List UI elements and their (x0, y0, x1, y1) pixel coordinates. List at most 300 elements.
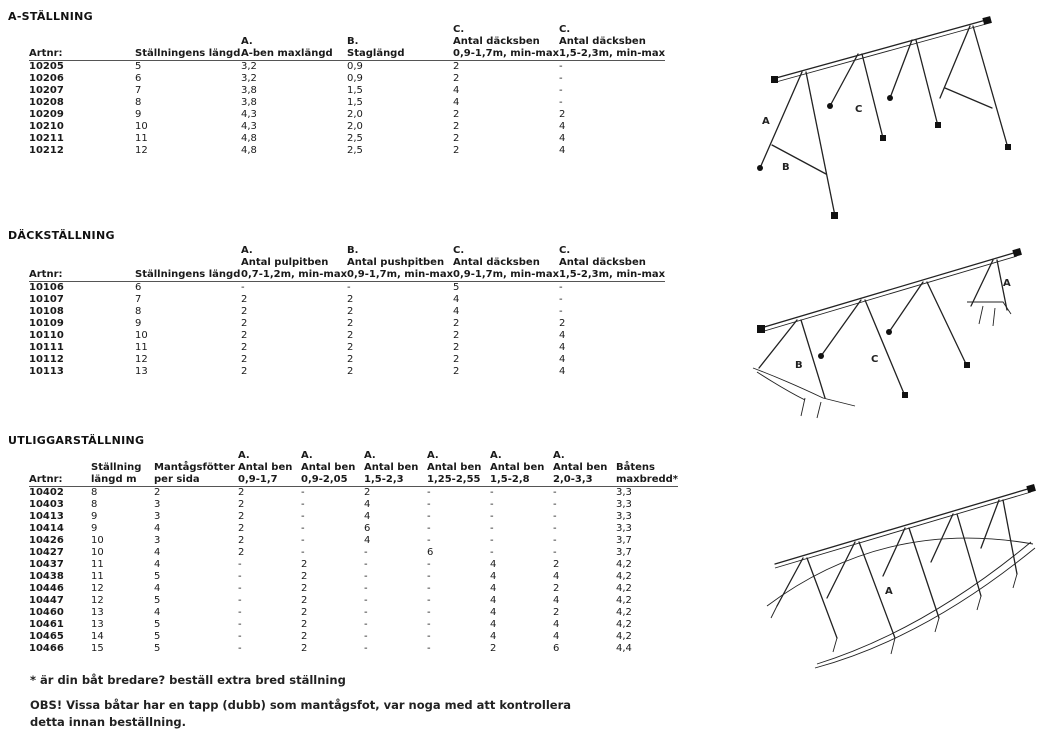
table-row (29, 330, 665, 342)
article-number-cell: 10206 (29, 73, 64, 84)
table-cell: 11 (91, 571, 104, 582)
table-cell: 2,5 (347, 133, 363, 144)
article-number-cell: 10413 (29, 511, 64, 522)
column-header (490, 450, 553, 487)
table-cell: 12 (135, 354, 148, 365)
table-cell: - (241, 282, 245, 293)
table-cell: - (364, 607, 368, 618)
table-cell: - (427, 511, 431, 522)
table-row (29, 121, 665, 133)
table-cell: 2 (301, 631, 308, 642)
table-cell: - (301, 511, 305, 522)
table-cell: - (427, 583, 431, 594)
table-cell: - (427, 571, 431, 582)
table-cell: 2 (453, 342, 460, 353)
column-header (135, 24, 241, 61)
column-header-line: A. (241, 245, 253, 256)
table-cell: 2 (364, 487, 371, 498)
table-cell: - (553, 511, 557, 522)
table-row (29, 282, 665, 295)
table-cell: - (238, 583, 242, 594)
article-number-cell: 10437 (29, 559, 64, 570)
column-header (427, 450, 490, 487)
table-cell: - (364, 643, 368, 654)
article-number-cell: 10113 (29, 366, 64, 377)
table-cell: 2 (301, 571, 308, 582)
table-cell: - (427, 643, 431, 654)
table-cell: 0,9 (347, 61, 363, 72)
table-cell: 2 (559, 109, 566, 120)
table-cell: - (238, 631, 242, 642)
column-header (364, 450, 427, 487)
article-number-cell: 10112 (29, 354, 64, 365)
table-cell: 3,3 (616, 511, 632, 522)
table-cell: 2 (453, 109, 460, 120)
table-row (29, 318, 665, 330)
column-header-line: B. (347, 36, 359, 47)
article-number-cell: 10211 (29, 133, 64, 144)
table-cell: 2 (490, 643, 497, 654)
table-cell: 0,9 (347, 73, 363, 84)
table-row (29, 294, 665, 306)
table-row (29, 97, 665, 109)
table-row (29, 559, 678, 571)
table-cell: - (490, 487, 494, 498)
table-cell: 2 (241, 366, 248, 377)
label-c-1: C (855, 104, 863, 115)
table-row (29, 354, 665, 366)
table-cell: 4,2 (616, 619, 632, 630)
column-header-line: Artnr: (29, 48, 63, 59)
article-number-cell: 10447 (29, 595, 64, 606)
column-header-line: 2,0-3,3 (553, 474, 593, 485)
table-cell: - (559, 61, 563, 72)
table-cell: - (559, 97, 563, 108)
column-header-line: Staglängd (347, 48, 405, 59)
dack-stallning-table (29, 245, 665, 378)
column-header (347, 245, 453, 282)
column-header-line: 0,9-1,7m, min-max (453, 48, 560, 59)
table-cell: 13 (91, 607, 104, 618)
label-a-2: A (1003, 278, 1011, 289)
table-row (29, 487, 678, 500)
table-cell: 4,3 (241, 109, 257, 120)
table-cell: - (427, 607, 431, 618)
table-cell: 2 (301, 583, 308, 594)
table-cell: 2 (347, 354, 354, 365)
table-cell: 2 (241, 306, 248, 317)
column-header-line: A. (301, 450, 313, 461)
article-number-cell: 10446 (29, 583, 64, 594)
obs-note (30, 697, 571, 731)
table-cell: 4,2 (616, 583, 632, 594)
table-row (29, 595, 678, 607)
table-cell: 4 (559, 342, 566, 353)
table-cell: - (553, 499, 557, 510)
table-cell: 4 (453, 294, 460, 305)
column-header (616, 450, 678, 487)
column-header-line: A. (241, 36, 253, 47)
column-header-line (29, 36, 135, 48)
table-cell: 2 (301, 595, 308, 606)
table-cell: 5 (453, 282, 460, 293)
table-cell: 9 (91, 523, 98, 534)
column-header-line: Ställningens längd (135, 269, 241, 280)
table-cell: 2 (453, 318, 460, 329)
column-header-line: Ställningens längd (135, 48, 241, 59)
table-cell: 4 (559, 354, 566, 365)
table-cell: - (301, 535, 305, 546)
column-header-line (29, 462, 91, 474)
table-cell: - (238, 595, 242, 606)
table-cell: 4,8 (241, 133, 257, 144)
article-number-cell: 10465 (29, 631, 64, 642)
column-header-line: Antal däcksben (559, 257, 646, 268)
table-cell: 3,3 (616, 487, 632, 498)
table-cell: - (490, 535, 494, 546)
article-number-cell: 10107 (29, 294, 64, 305)
table-cell: 3,3 (616, 499, 632, 510)
column-header (154, 450, 238, 487)
table-cell: 2 (453, 354, 460, 365)
article-number-cell: 10402 (29, 487, 64, 498)
table-cell: - (364, 619, 368, 630)
table-cell: 4 (154, 607, 161, 618)
column-header-line (135, 257, 241, 269)
article-number-cell: 10110 (29, 330, 64, 341)
column-header (241, 24, 347, 61)
table-cell: - (301, 523, 305, 534)
column-header-line: 0,7-1,2m, min-max (241, 269, 348, 280)
table-cell: 2 (347, 366, 354, 377)
column-header (347, 24, 453, 61)
table-cell: 4 (154, 523, 161, 534)
table-row (29, 145, 665, 157)
table-cell: - (559, 85, 563, 96)
table-cell: - (490, 511, 494, 522)
table-cell: 4,2 (616, 571, 632, 582)
column-header-line: Antal ben (238, 462, 293, 473)
table-cell: 3,7 (616, 535, 632, 546)
column-header-line: Antal däcksben (559, 36, 646, 47)
column-header-line: Artnr: (29, 269, 63, 280)
table-cell: 8 (91, 487, 98, 498)
table-cell: 4 (559, 366, 566, 377)
section-title-a-stallning: A-STÄLLNING (8, 10, 94, 23)
table-cell: - (427, 631, 431, 642)
table-cell: - (347, 282, 351, 293)
table-cell: 4 (154, 583, 161, 594)
table-cell: 4 (553, 595, 560, 606)
column-header-line: 0,9-1,7 (238, 474, 278, 485)
table-cell: - (364, 595, 368, 606)
table-cell: 5 (154, 571, 161, 582)
table-cell: 4 (364, 511, 371, 522)
table-cell: 4 (553, 571, 560, 582)
table-cell: 4 (559, 133, 566, 144)
table-cell: - (427, 595, 431, 606)
table-cell: 5 (154, 643, 161, 654)
table-cell: 3,8 (241, 97, 257, 108)
column-header-line: C. (453, 24, 465, 35)
table-cell: 2 (241, 342, 248, 353)
table-cell: 3,2 (241, 73, 257, 84)
table-cell: 12 (91, 595, 104, 606)
table-cell: 4,4 (616, 643, 632, 654)
table-cell: - (364, 571, 368, 582)
column-header-line: Antal pushpitben (347, 257, 445, 268)
column-header (553, 450, 616, 487)
column-header (241, 245, 347, 282)
table-cell: - (553, 547, 557, 558)
table-row (29, 535, 678, 547)
table-cell: - (364, 547, 368, 558)
label-a-3: A (885, 586, 893, 597)
table-cell: 2 (453, 133, 460, 144)
table-cell: 3,7 (616, 547, 632, 558)
table-cell: 4 (364, 499, 371, 510)
table-cell: 1,5 (347, 97, 363, 108)
table-cell: 2 (553, 559, 560, 570)
label-a-1: A (762, 116, 770, 127)
column-header-line: Mantågsfötter (154, 462, 235, 473)
table-cell: - (301, 487, 305, 498)
table-cell: 2,0 (347, 121, 363, 132)
table-cell: 11 (135, 133, 148, 144)
table-cell: 2 (238, 523, 245, 534)
article-number-cell: 10109 (29, 318, 64, 329)
column-header (453, 24, 559, 61)
table-cell: 2 (238, 487, 245, 498)
column-header-line: A-ben maxlängd (241, 48, 333, 59)
table-cell: - (238, 607, 242, 618)
table-cell: 2 (347, 306, 354, 317)
table-cell: 2 (559, 318, 566, 329)
table-cell: - (427, 535, 431, 546)
dack-stallning-illustration (745, 240, 1030, 420)
table-cell: 2 (238, 547, 245, 558)
table-cell: 6 (135, 282, 142, 293)
column-header-line: 1,25-2,55 (427, 474, 481, 485)
table-cell: - (238, 619, 242, 630)
table-cell: 12 (135, 145, 148, 156)
column-header-line: C. (559, 24, 571, 35)
table-cell: 2 (553, 607, 560, 618)
column-header (559, 245, 665, 282)
table-row (29, 85, 665, 97)
table-cell: 3 (154, 499, 161, 510)
table-cell: 2 (241, 354, 248, 365)
label-b-2: B (795, 360, 803, 371)
table-cell: 5 (135, 61, 142, 72)
article-number-cell: 10212 (29, 145, 64, 156)
column-header-line: maxbredd* (616, 474, 679, 485)
table-row (29, 607, 678, 619)
table-cell: 4 (559, 145, 566, 156)
table-cell: 9 (135, 109, 142, 120)
column-header-line: Artnr: (29, 474, 63, 485)
column-header-line: A. (553, 450, 565, 461)
table-cell: 4 (490, 607, 497, 618)
article-number-cell: 10427 (29, 547, 64, 558)
table-cell: 10 (135, 330, 148, 341)
table-cell: 1,5 (347, 85, 363, 96)
table-cell: 4 (490, 595, 497, 606)
table-cell: - (238, 643, 242, 654)
column-header-line: A. (238, 450, 250, 461)
table-cell: 4 (490, 631, 497, 642)
table-row (29, 583, 678, 595)
table-cell: - (364, 631, 368, 642)
article-number-cell: 10438 (29, 571, 64, 582)
table-cell: 4,2 (616, 595, 632, 606)
column-header-line: A. (364, 450, 376, 461)
a-stallning-table (29, 24, 665, 157)
table-cell: 2 (238, 499, 245, 510)
table-cell: 11 (91, 559, 104, 570)
column-header (29, 245, 135, 282)
column-header-line: C. (559, 245, 571, 256)
table-row (29, 306, 665, 318)
column-header-line (29, 450, 91, 462)
column-header-line: Båtens (616, 462, 656, 473)
table-cell: 5 (154, 631, 161, 642)
column-header-line: 1,5-2,3 (364, 474, 404, 485)
article-number-cell: 10205 (29, 61, 64, 72)
article-number-cell: 10106 (29, 282, 64, 293)
table-cell: 3,3 (616, 523, 632, 534)
column-header (453, 245, 559, 282)
table-row (29, 631, 678, 643)
column-header (238, 450, 301, 487)
column-header-line: C. (453, 245, 465, 256)
table-row (29, 133, 665, 145)
column-header-line: Antal ben (490, 462, 545, 473)
column-header-line: A. (490, 450, 502, 461)
table-row (29, 342, 665, 354)
table-cell: 9 (91, 511, 98, 522)
table-cell: - (559, 73, 563, 84)
table-cell: 2 (301, 607, 308, 618)
table-cell: - (364, 583, 368, 594)
table-cell: 2 (154, 487, 161, 498)
article-number-cell: 10466 (29, 643, 64, 654)
table-cell: 6 (364, 523, 371, 534)
column-header (29, 24, 135, 61)
table-cell: - (427, 487, 431, 498)
table-cell: 6 (135, 73, 142, 84)
table-cell: - (490, 547, 494, 558)
table-cell: 2 (347, 318, 354, 329)
table-cell: 4 (453, 85, 460, 96)
column-header-line: 1,5-2,3m, min-max (559, 269, 666, 280)
table-cell: 2 (347, 294, 354, 305)
table-cell: 4 (553, 631, 560, 642)
column-header (301, 450, 364, 487)
obs-line-2: detta innan beställning. (30, 715, 186, 729)
table-cell: 2 (453, 73, 460, 84)
table-cell: 3,2 (241, 61, 257, 72)
column-header-line: Antal pulpitben (241, 257, 329, 268)
table-cell: 2,5 (347, 145, 363, 156)
table-cell: 3 (154, 511, 161, 522)
table-cell: 2 (453, 330, 460, 341)
table-cell: 4 (364, 535, 371, 546)
table-cell: 7 (135, 85, 142, 96)
table-cell: - (553, 535, 557, 546)
table-cell: 6 (553, 643, 560, 654)
column-header-line (616, 450, 678, 462)
table-cell: - (301, 547, 305, 558)
table-cell: 2 (553, 583, 560, 594)
column-header-line: Ställning (91, 462, 142, 473)
column-header-line: längd m (91, 474, 137, 485)
column-header (559, 24, 665, 61)
column-header-line: 0,9-1,7m, min-max (453, 269, 560, 280)
table-row (29, 499, 678, 511)
table-cell: 4,8 (241, 145, 257, 156)
column-header-line (135, 36, 241, 48)
table-cell: 4 (154, 547, 161, 558)
column-header-line: Antal ben (301, 462, 356, 473)
utligg-stallning-table (29, 450, 678, 655)
table-cell: 10 (91, 547, 104, 558)
column-header-line (29, 257, 135, 269)
table-cell: 5 (154, 595, 161, 606)
table-cell: 12 (91, 583, 104, 594)
table-row (29, 109, 665, 121)
table-cell: - (490, 499, 494, 510)
table-row (29, 643, 678, 655)
column-header-line: 1,5-2,8 (490, 474, 530, 485)
table-cell: - (238, 571, 242, 582)
column-header-line: per sida (154, 474, 200, 485)
column-header (135, 245, 241, 282)
column-header-line: Antal ben (553, 462, 608, 473)
table-cell: 2 (241, 294, 248, 305)
table-cell: 15 (91, 643, 104, 654)
table-cell: 2 (301, 559, 308, 570)
table-cell: - (301, 499, 305, 510)
table-cell: 4 (559, 330, 566, 341)
column-header (29, 450, 91, 487)
table-cell: 6 (427, 547, 434, 558)
column-header-line: 1,5-2,3m, min-max (559, 48, 666, 59)
article-number-cell: 10209 (29, 109, 64, 120)
table-cell: - (238, 559, 242, 570)
table-cell: 2 (301, 619, 308, 630)
table-cell: 2 (241, 318, 248, 329)
column-header-line: 0,9-1,7m, min-max (347, 269, 454, 280)
table-cell: - (427, 559, 431, 570)
table-cell: 10 (135, 121, 148, 132)
column-header-line (154, 450, 238, 462)
table-row (29, 619, 678, 631)
column-header-line: 0,9-2,05 (301, 474, 348, 485)
table-cell: - (559, 294, 563, 305)
column-header-line: Antal ben (427, 462, 482, 473)
table-cell: - (427, 523, 431, 534)
table-cell: 2 (347, 342, 354, 353)
table-row (29, 547, 678, 559)
table-cell: 9 (135, 318, 142, 329)
table-cell: 3 (154, 535, 161, 546)
table-cell: 2 (301, 643, 308, 654)
table-row (29, 61, 665, 74)
label-c-2: C (871, 354, 879, 365)
utligg-stallning-illustration (755, 478, 1040, 673)
table-cell: - (559, 282, 563, 293)
